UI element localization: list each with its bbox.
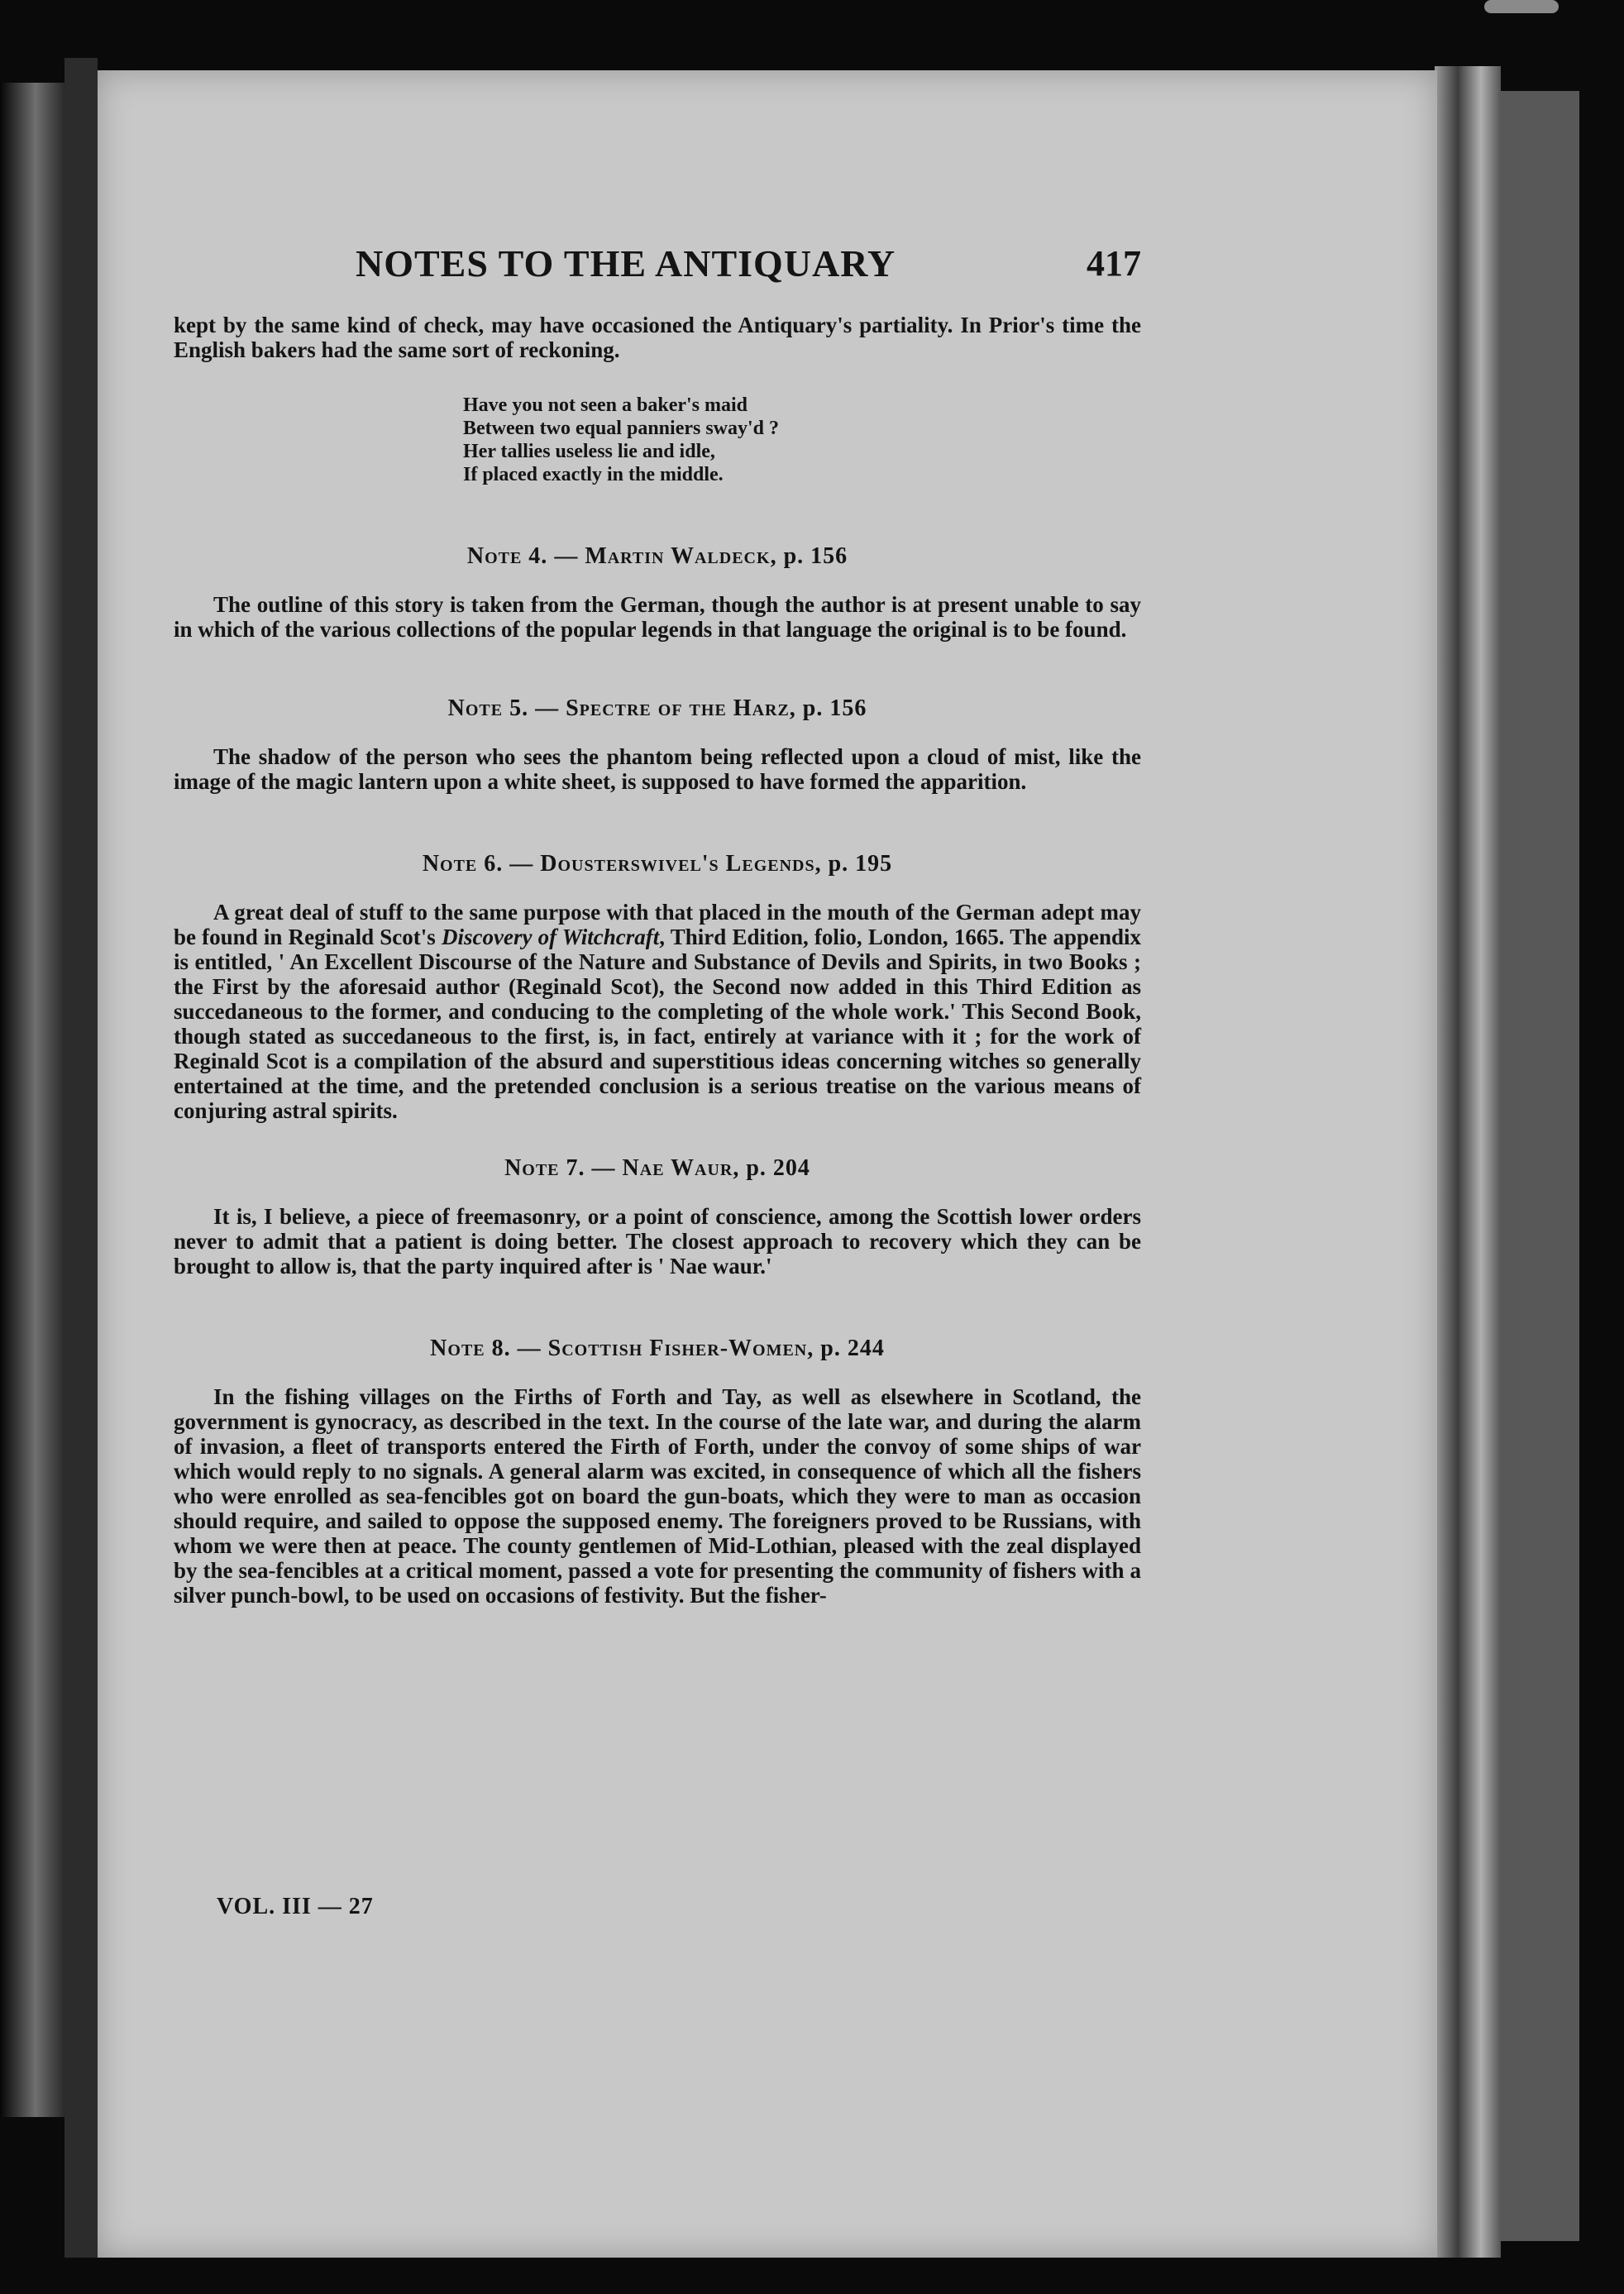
intro-paragraph: kept by the same kind of check, may have occasioned the Antiquary's partiality. In Prior's time the English bakers had the same sort of reckoning. [174, 313, 1141, 362]
running-header [174, 240, 1141, 288]
signature-mark: VOL. III — 27 [217, 1894, 374, 1919]
book-cover-edge [1501, 91, 1579, 2241]
note-8-text: In the fishing villages on the Firths of Forth and Tay, as well as elsewhere in Scotland, the government is gynocracy, as described in the text. In the course of the late war, and during the alarm of invasion, a fleet of transports entered the Firth of Forth, under the convoy of some ships of war which would reply to no signals. A general alarm was excited, in consequence of which all the fishers who were enrolled as sea-fencibles got on board the gun-boats, which they were to man as occasion should require, and sailed to oppose the supposed enemy. The foreigners proved to be Russians, with whom we were then at peace. The county gentlemen of Mid-Lothian, pleased with the zeal displayed by the sea-fencibles at a critical moment, passed a vote for presenting the community of fishers with a silver punch-bowl, to be used on occasions of festivity. But the fisher- [174, 1384, 1141, 1608]
book-gutter [64, 58, 98, 2258]
note-title: Nae Waur [622, 1155, 733, 1181]
note-page-ref: p. 195 [828, 851, 893, 877]
dash: — [503, 851, 541, 877]
note-page-ref: p. 244 [820, 1336, 885, 1361]
note-label: Note 4. [466, 543, 548, 569]
note-8-heading [174, 1336, 1141, 1361]
page-number: 417 [1087, 243, 1141, 284]
running-title: NOTES TO THE ANTIQUARY [356, 242, 896, 284]
verse-quotation [463, 394, 1141, 486]
note-title: Scottish Fisher-Women [547, 1336, 808, 1361]
note-4-text: The outline of this story is taken from the German, though the author is at present unable to say in which of the various collections of the popular legends in that language the original is to be found. [174, 592, 1141, 642]
note-page-ref: p. 204 [746, 1155, 810, 1181]
note-page-ref: p. 156 [783, 543, 848, 569]
comma: , [770, 543, 784, 569]
note-title: Martin Waldeck [585, 543, 771, 569]
comma: , [789, 695, 803, 721]
note-5-heading [174, 696, 1141, 721]
note-4-heading [174, 544, 1141, 569]
left-page-edge [0, 83, 64, 2117]
note-6-heading [174, 852, 1141, 877]
note-title: Spectre of the Harz [566, 695, 790, 721]
dash: — [585, 1155, 623, 1181]
note-page-ref: p. 156 [802, 695, 867, 721]
note-7-text: It is, I believe, a piece of freemasonry, or a point of conscience, among the Scottish lower orders never to admit that a patient is doing better. The closest approach to recovery which they can be brought to allow is, that the party inquired after is ' Nae waur.' [174, 1204, 1141, 1278]
page-content [174, 240, 1141, 1608]
verse-line: Between two equal panniers sway'd ? [463, 418, 780, 439]
comma: , [733, 1155, 747, 1181]
verse-line: Her tallies useless lie and idle, [463, 441, 715, 462]
note-label: Note 8. [430, 1336, 511, 1361]
book-title: Discovery of Witchcraft [441, 925, 660, 949]
verse-line: If placed exactly in the middle. [463, 464, 724, 485]
note-6-text-start: A great deal of stuff to the same purpose with that placed in the mouth of the German adept may be found in Reginald Scot's [174, 900, 1141, 949]
comma: , [814, 851, 829, 877]
note-label: Note 5. [447, 695, 529, 721]
note-label: Note 7. [504, 1155, 585, 1181]
dash: — [547, 543, 585, 569]
comma: , [807, 1336, 821, 1361]
dash: — [528, 695, 566, 721]
note-7-heading [174, 1156, 1141, 1181]
dash: — [510, 1336, 548, 1361]
note-6-text [174, 900, 1141, 1123]
note-title: Dousterswivel's Legends [540, 851, 815, 877]
note-label: Note 6. [422, 851, 504, 877]
scan-mark [1484, 0, 1559, 13]
note-6-text-end: , Third Edition, folio, London, 1665. The appendix is entitled, ' An Excellent Discourse of the Nature and Substance of Devils and Spirits, in two Books ; the First by the aforesaid author (Reginald Scot), the Second now added in this Third Edition as succedaneous to the former, and conducing to the completing of the whole work.' This Second Book, though stated as succedaneous to the first, is, in fact, entirely at variance with it ; for the work of Reginald Scot is a compilation of the absurd and superstitious ideas concerning witches so generally entertained at the time, and the pretended conclusion is a serious treatise on the various means of conjuring astral spirits. [174, 925, 1142, 1123]
right-page-edges [1435, 66, 1501, 2258]
verse-line: Have you not seen a baker's maid [463, 394, 748, 416]
note-5-text: The shadow of the person who sees the phantom being reflected upon a cloud of mist, like the image of the magic lantern upon a white sheet, is supposed to have formed the apparition. [174, 744, 1141, 794]
